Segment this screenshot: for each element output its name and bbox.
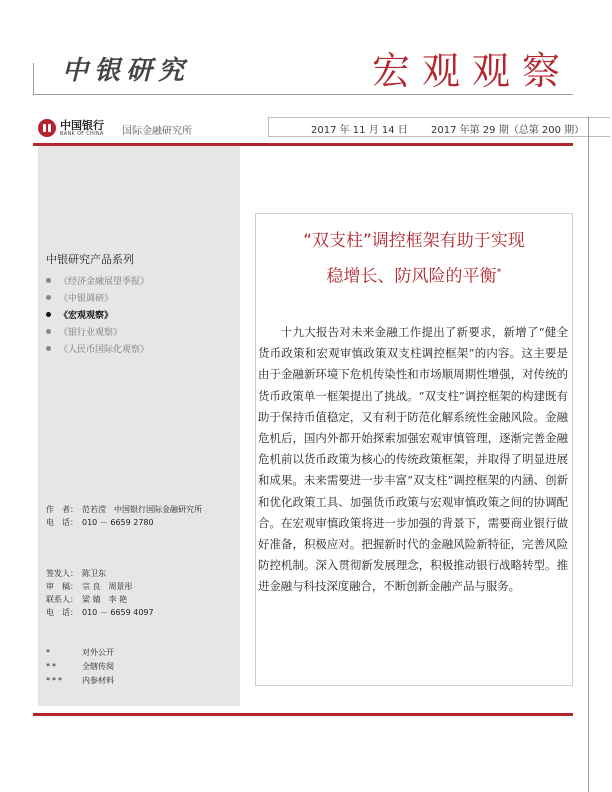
series-item-label: 《银行业观察》 xyxy=(59,328,123,338)
sidebar xyxy=(38,146,240,706)
issue-number: 2017 年第 29 期（总第 200 期） xyxy=(431,125,585,136)
series-item xyxy=(46,325,149,342)
article-title-line1: “双支柱”调控框架有助于实现 xyxy=(303,231,525,251)
author-block xyxy=(46,503,202,529)
confidentiality-item xyxy=(46,674,114,688)
bullet-icon xyxy=(46,346,51,351)
contact-value: 梁 婧 李 艳 xyxy=(82,595,128,604)
signer-value: 陈卫东 xyxy=(82,569,106,578)
author-key: 作 者： xyxy=(46,505,78,514)
title-text: 稳增长、防风险的平衡 xyxy=(326,266,497,287)
bullet-icon xyxy=(46,312,51,317)
bullet-icon xyxy=(46,329,51,334)
series-list xyxy=(46,274,149,359)
phone-value: 010 － 6659 2780 xyxy=(82,518,154,527)
publication-date: 2017 年 11 月 14 日 xyxy=(311,125,408,136)
confidentiality-label: 全辖传阅 xyxy=(82,662,114,671)
bullet-icon xyxy=(46,295,51,300)
date-issue-box xyxy=(268,117,610,137)
confidentiality-label: 内参材料 xyxy=(82,676,114,685)
signer-key: 签发人： xyxy=(46,569,78,578)
series-item xyxy=(46,342,149,359)
series-item-label: 《人民币国际化观察》 xyxy=(59,345,150,355)
phone-key: 电 话： xyxy=(46,608,78,617)
author-line xyxy=(46,503,202,516)
signer-line xyxy=(46,567,154,580)
brand-script-logo: 中银研究 xyxy=(62,56,191,86)
series-item xyxy=(46,274,149,291)
star-marks: * xyxy=(46,648,52,657)
series-item-label: 《宏观观察》 xyxy=(59,311,114,321)
series-item-label: 《中银调研》 xyxy=(59,294,114,304)
star-marks: ** xyxy=(46,662,58,671)
contact-line xyxy=(46,593,154,606)
author-value: 范若滢 中国银行国际金融研究所 xyxy=(82,505,202,514)
article-title-line2 xyxy=(255,257,573,293)
article-body: 十九大报告对未来金融工作提出了新要求，新增了“健全货币政策和宏观审慎政策双支柱调控框架”的内容。这主要是由于金融新环境下危机传染性和市场顺周期性增强，对传统的货币政策单一框架提出了挑战。“双支柱”调控框架的构建既有助于保持币值稳定，又有利于防范化解系统性金融风险。金融危机后，国内外都开始探索加强宏观审慎管理，逐渐完善金融危机前以货币政策为核心的传统政策框架，并取得了明显进展和成果。未来需要进一步丰富“双支柱”调控框架的内涵、创新和优化政策工具、加强货币政策与宏观审慎政策之间的协调配合。在宏观审慎政策将进一步加强的背景下，需要商业银行做好准备，积极应对。把握新时代的金融风险新特征，完善风险防控机制。深入贯彻新发展理念，积极推动银行战略转型。推进金融与科技深度融合，不断创新金融产品与服务。 xyxy=(258,325,568,594)
contact-key: 联系人： xyxy=(46,595,78,604)
right-edge-line xyxy=(588,117,589,792)
phone-key: 电 话： xyxy=(46,518,78,527)
series-item-label: 《经济金融展望季报》 xyxy=(59,277,150,287)
bank-name-cn: 中国银行 xyxy=(60,119,104,132)
publication-title: 宏观观察 xyxy=(371,49,572,93)
approval-block xyxy=(46,567,154,619)
review-key: 审 稿： xyxy=(46,582,78,591)
boc-emblem-icon xyxy=(38,119,56,137)
bottom-red-rule xyxy=(33,713,573,716)
series-item xyxy=(46,291,149,308)
confidentiality-item xyxy=(46,646,114,660)
confidentiality-item xyxy=(46,660,114,674)
header-rule-tick xyxy=(33,63,34,94)
footnote-mark: * xyxy=(496,267,502,278)
confidentiality-label: 对外公开 xyxy=(82,648,114,657)
star-marks: *** xyxy=(46,676,64,685)
review-line xyxy=(46,580,154,593)
review-value: 宗 良 周景彤 xyxy=(82,582,133,591)
author-phone-line xyxy=(46,516,202,529)
confidentiality-levels xyxy=(46,646,114,688)
series-item-active xyxy=(46,308,149,325)
bullet-icon xyxy=(46,278,51,283)
bank-name-en: BANK OF CHINA xyxy=(60,131,104,137)
phone-value: 010 － 6659 4097 xyxy=(82,608,154,617)
article-title xyxy=(255,225,573,293)
institute-name: 国际金融研究所 xyxy=(122,126,192,137)
contact-phone-line xyxy=(46,606,154,619)
series-heading: 中银研究产品系列 xyxy=(46,253,134,266)
